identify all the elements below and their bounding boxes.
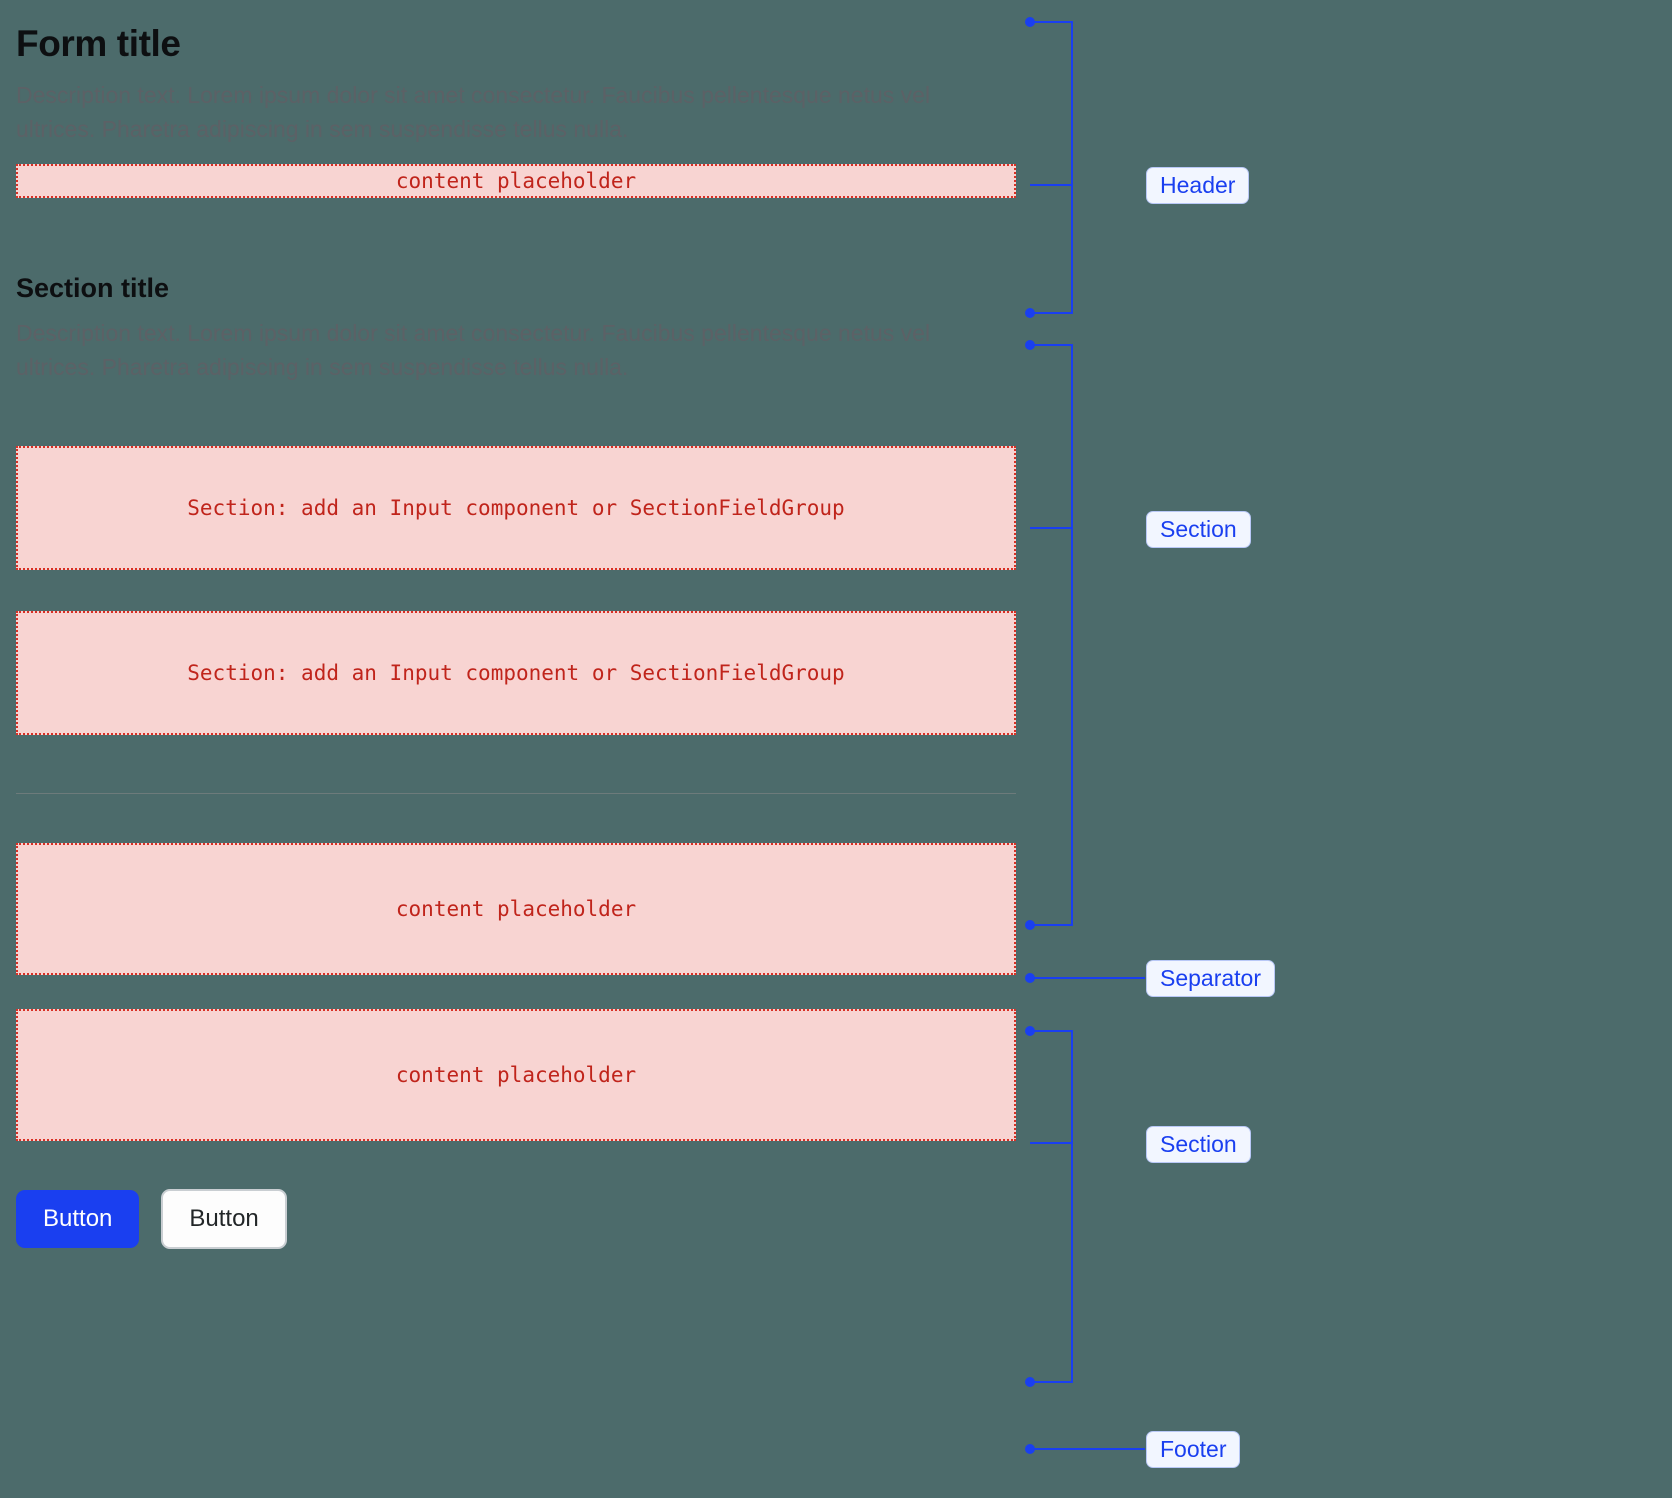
anchor-dot-footer — [1025, 1444, 1035, 1454]
footer-button-row — [16, 1189, 1016, 1249]
content-placeholder-1-label: content placeholder — [395, 897, 637, 922]
annotation-tag-section-two: Section — [1146, 1126, 1251, 1163]
anchor-dot-header-bottom — [1025, 308, 1035, 318]
annotation-tag-section-one: Section — [1146, 511, 1251, 548]
header-description: Description text. Lorem ipsum dolor sit amet consectetur. Faucibus pellentesque netus vel ultrices. Pharetra adipiscing in sem suspendisse tellus nulla. — [16, 82, 931, 142]
annotation-tag-header: Header — [1146, 167, 1249, 204]
separator — [16, 793, 1016, 794]
header-content-placeholder[interactable] — [16, 164, 1016, 198]
section-title: Section title — [16, 273, 170, 304]
header-content-placeholder-label: content placeholder — [395, 169, 637, 194]
anchor-dot-section-two-bottom — [1025, 1377, 1035, 1387]
content-placeholder-2-label: content placeholder — [395, 1063, 637, 1088]
section-two-bracket — [1030, 1031, 1072, 1382]
form-container — [16, 0, 1016, 1249]
anchor-dot-separator — [1025, 973, 1035, 983]
primary-button[interactable]: Button — [16, 1190, 139, 1248]
header-bracket — [1030, 22, 1072, 313]
section-one-bracket — [1030, 345, 1072, 925]
secondary-button[interactable]: Button — [161, 1189, 286, 1249]
content-placeholder-2[interactable] — [16, 1009, 1016, 1141]
section-field-placeholder-2-label: Section: add an Input component or SectionFieldGroup — [187, 661, 845, 686]
content-placeholder-1[interactable] — [16, 843, 1016, 975]
annotation-tag-footer: Footer — [1146, 1431, 1240, 1468]
anchor-dot-section-two-top — [1025, 1026, 1035, 1036]
section-description: Description text. Lorem ipsum dolor sit amet consectetur. Faucibus pellentesque netus vel ultrices. Pharetra adipiscing in sem suspendisse tellus nulla. — [16, 320, 931, 380]
anchor-dot-section-one-bottom — [1025, 920, 1035, 930]
section-field-placeholder-1[interactable] — [16, 446, 1016, 570]
section-field-placeholder-2[interactable] — [16, 611, 1016, 735]
annotation-tag-separator: Separator — [1146, 960, 1275, 997]
anchor-dot-section-one-top — [1025, 340, 1035, 350]
section-field-placeholder-1-label: Section: add an Input component or SectionFieldGroup — [187, 496, 845, 521]
page-title: Form title — [16, 23, 181, 64]
anchor-dot-header-top — [1025, 17, 1035, 27]
